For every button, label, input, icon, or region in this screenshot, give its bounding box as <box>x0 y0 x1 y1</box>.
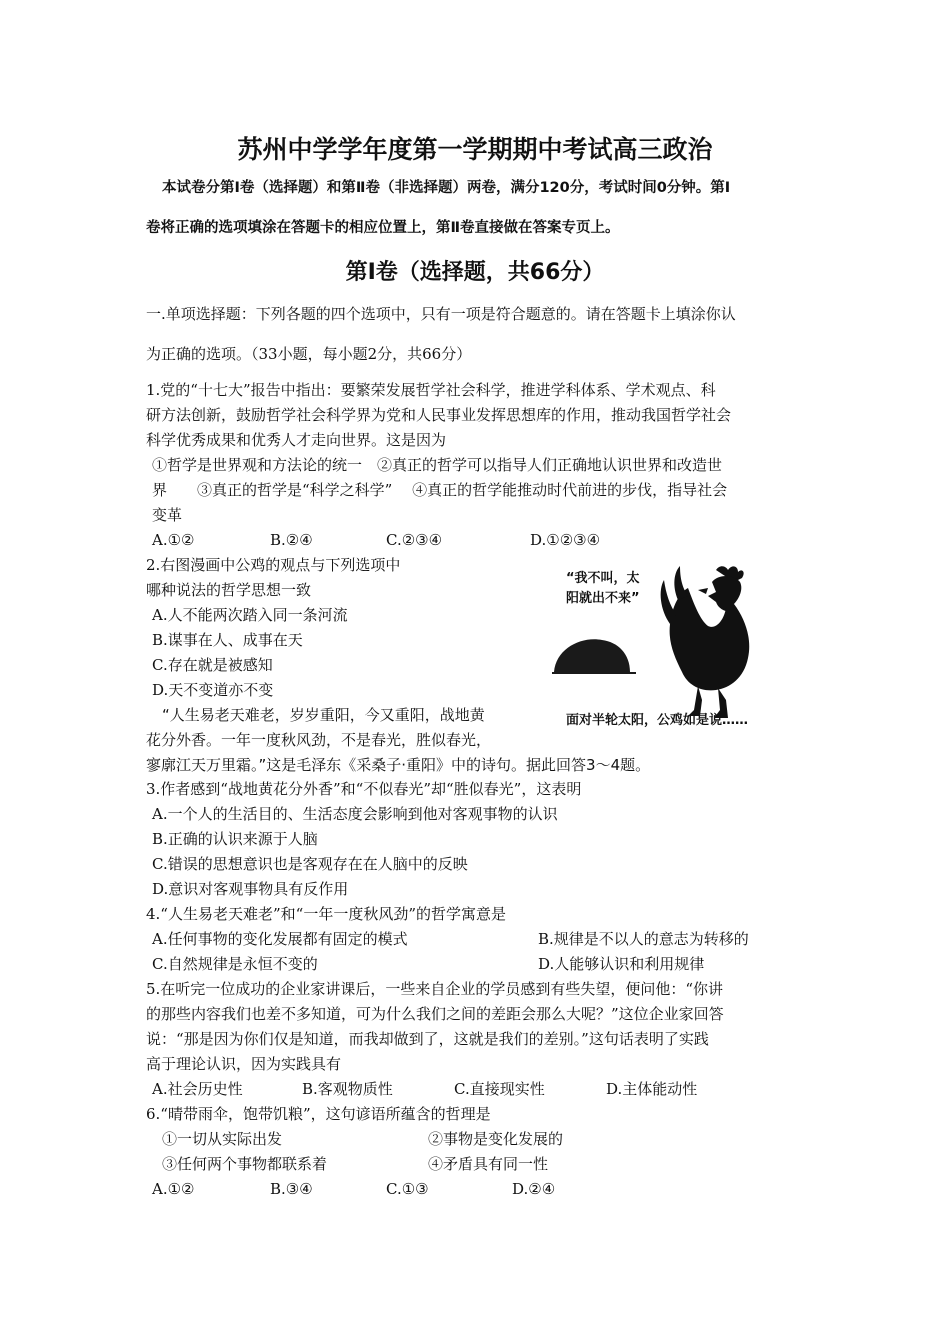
q4-stem: 4.“人生易老天难老”和“一年一度秋风劲”的哲学寓意是 <box>146 905 506 923</box>
q5-stem-line-1: 5.在听完一位成功的企业家讲课后，一些来自企业的学员感到有些失望，便问他：“你讲 <box>146 980 723 998</box>
q6-item-4: ④矛盾具有同一性 <box>428 1155 549 1173</box>
q5-option-b: B.客观物质性 <box>302 1080 393 1098</box>
poem-line-2: 花分外香。一年一度秋风劲，不是春光，胜似春光， <box>146 731 492 749</box>
q2-option-b: B.谋事在人、成事在天 <box>152 631 303 649</box>
q1-stem-line-1: 1.党的“十七大”报告中指出：要繁荣发展哲学社会科学，推进学科体系、学术观点、科 <box>146 381 716 399</box>
q2-stem-line-1: 2.右图漫画中公鸡的观点与下列选项中 <box>146 556 401 574</box>
q1-item-line-3: 变革 <box>152 506 183 524</box>
q1-item-line-2: 界 ③真正的哲学是“科学之科学” ④真正的哲学能推动时代前进的步伐，指导社会 <box>152 481 728 499</box>
q5-option-c: C.直接现实性 <box>454 1080 545 1098</box>
q5-option-a: A.社会历史性 <box>152 1080 243 1098</box>
q1-item-line-1: ①哲学是世界观和方法论的统一 ②真正的哲学可以指导人们正确地认识世界和改造世 <box>152 456 723 474</box>
cartoon-quote-line-1: “我不叫，太 <box>566 571 640 586</box>
cartoon-quote-line-2: 阳就出不来” <box>566 591 640 606</box>
q1-stem-line-2: 研方法创新，鼓励哲学社会科学界为党和人民事业发挥思想库的作用，推动我国哲学社会 <box>146 406 732 424</box>
q1-option-c: C.②③④ <box>386 531 443 549</box>
poem-line-3: 寥廓江天万里霜。”这是毛泽东《采桑子·重阳》中的诗句。据此回答3～4题。 <box>146 756 651 774</box>
q6-option-c: C.①③ <box>386 1180 429 1198</box>
q4-option-a: A.任何事物的变化发展都有固定的模式 <box>152 930 408 948</box>
instructions-line-2: 为正确的选项。（33小题，每小题2分，共66分） <box>146 345 472 363</box>
q6-item-2: ②事物是变化发展的 <box>428 1130 564 1148</box>
q6-option-b: B.③④ <box>270 1180 313 1198</box>
half-sun-icon <box>554 639 630 672</box>
poem-line-1: “人生易老天难老，岁岁重阳，今又重阳，战地黄 <box>162 706 485 724</box>
exam-title: 苏州中学学年度第一学期期中考试高三政治 <box>237 135 713 164</box>
q3-option-a: A.一个人的生活目的、生活态度会影响到他对客观事物的认识 <box>152 805 558 823</box>
q2-option-c: C.存在就是被感知 <box>152 656 273 674</box>
q5-stem-line-2: 的那些内容我们也差不多知道，可为什么我们之间的差距会那么大呢？”这位企业家回答 <box>146 1005 724 1023</box>
q6-stem: 6.“晴带雨伞，饱带饥粮”，这句谚语所蕴含的哲理是 <box>146 1105 491 1123</box>
q4-option-b: B.规律是不以人的意志为转移的 <box>538 930 749 948</box>
instructions-line-1: 一.单项选择题：下列各题的四个选项中，只有一项是符合题意的。请在答题卡上填涂你认 <box>146 305 736 323</box>
q6-item-1: ①一切从实际出发 <box>162 1130 283 1148</box>
cartoon-caption: 面对半轮太阳，公鸡如是说…… <box>566 713 749 728</box>
q1-option-d: D.①②③④ <box>530 531 601 549</box>
q1-stem-line-3: 科学优秀成果和优秀人才走向世界。这是因为 <box>146 431 447 449</box>
q6-item-3: ③任何两个事物都联系着 <box>162 1155 328 1173</box>
q5-stem-line-4: 高于理论认识，因为实践具有 <box>146 1055 342 1073</box>
q3-option-d: D.意识对客观事物具有反作用 <box>152 880 349 898</box>
q2-stem-line-2: 哪种说法的哲学思想一致 <box>146 581 312 599</box>
q2-option-d: D.天不变道亦不变 <box>152 681 274 699</box>
q5-option-d: D.主体能动性 <box>606 1080 698 1098</box>
q1-option-a: A.①② <box>152 531 195 549</box>
q4-option-d: D.人能够认识和利用规律 <box>538 955 705 973</box>
q6-option-a: A.①② <box>152 1180 195 1198</box>
q3-option-c: C.错误的思想意识也是客观存在在人脑中的反映 <box>152 855 468 873</box>
intro-line-2: 卷将正确的选项填涂在答题卡的相应位置上，第Ⅱ卷直接做在答案专页上。 <box>146 220 620 236</box>
rooster-icon <box>661 566 750 718</box>
q1-option-b: B.②④ <box>270 531 313 549</box>
section-title: 第Ⅰ卷（选择题，共66分） <box>345 260 605 285</box>
q3-option-b: B.正确的认识来源于人脑 <box>152 830 318 848</box>
q5-stem-line-3: 说：“那是因为你们仅是知道，而我却做到了，这就是我们的差别。”这句话表明了实践 <box>146 1030 709 1048</box>
intro-line-1: 本试卷分第Ⅰ卷（选择题）和第Ⅱ卷（非选择题）两卷，满分120分，考试时间0分钟。第Ⅰ <box>162 180 731 196</box>
q4-option-c: C.自然规律是永恒不变的 <box>152 955 318 973</box>
q3-stem: 3.作者感到“战地黄花分外香”和“不似春光”却“胜似春光”，这表明 <box>146 780 582 798</box>
q6-option-d: D.②④ <box>512 1180 556 1198</box>
q2-option-a: A.人不能两次踏入同一条河流 <box>152 606 348 624</box>
